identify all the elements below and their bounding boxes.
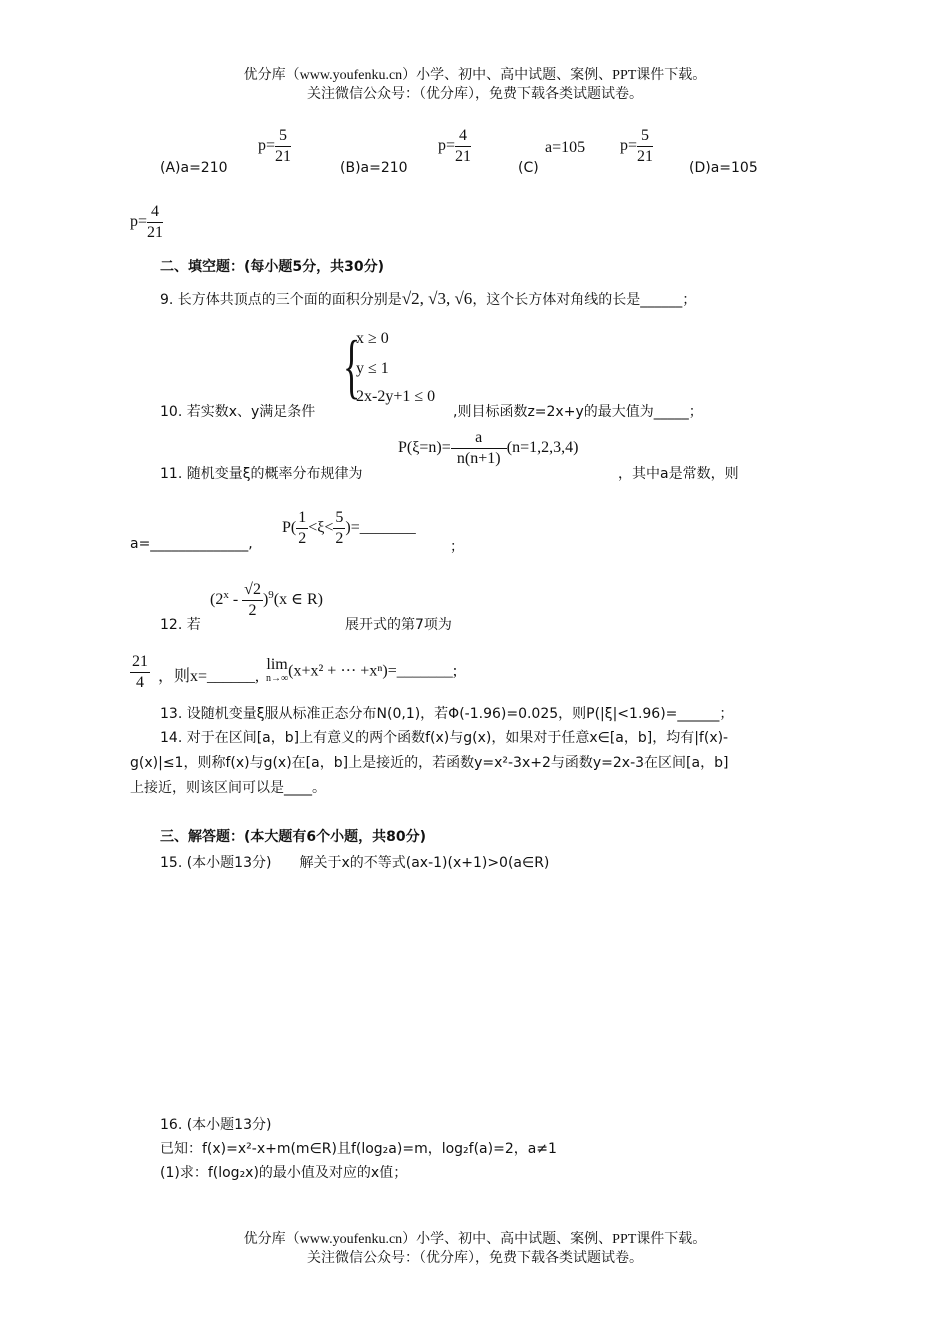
q11-p-mid: <ξ< xyxy=(308,519,334,537)
q10-cond-2: y ≤ 1 xyxy=(356,360,389,377)
q11-formula-rhs: (n=1,2,3,4) xyxy=(506,439,579,457)
option-a-probability xyxy=(258,126,291,167)
section-2-title: 二、填空题：(每小题5分，共30分) xyxy=(160,259,385,275)
question-15: 15. (本小题13分) 解关于x的不等式(ax-1)(x+1)>0(a∈R) xyxy=(160,855,550,871)
header-line-1: 优分库（www.youfenku.cn）小学、初中、高中试题、案例、PPT课件下载。 xyxy=(243,68,707,83)
q12-formula xyxy=(210,580,323,621)
q11-p-lhs: P( xyxy=(282,519,297,537)
q11-p-num1: 1 xyxy=(296,508,308,529)
option-b-p-den: 21 xyxy=(455,148,472,165)
option-a-p-den: 21 xyxy=(275,148,292,165)
option-c-p-lhs: p= xyxy=(620,137,638,155)
q10-text-before: 10. 若实数x、y满足条件 xyxy=(160,404,316,420)
question-16-line-1: 16. (本小题13分) xyxy=(160,1117,272,1133)
q11-prob-expression xyxy=(282,508,416,549)
q11-p-den2: 2 xyxy=(335,530,344,547)
q12-formula-c: (x ∈ R) xyxy=(273,591,323,609)
q12-limit xyxy=(266,658,457,686)
q12-x-blank: ，则x=______, xyxy=(158,668,260,685)
option-c-p-num: 5 xyxy=(637,126,653,147)
q11-formula xyxy=(398,428,578,469)
q12-lim-text: lim xyxy=(266,656,288,673)
q12-formula-minus: - xyxy=(228,591,243,609)
question-14-line-2: g(x)|≤1，则称f(x)与g(x)在[a，b]上是接近的，若函数y=x²-3x+2与函数y=2x-3在区间[a，b] xyxy=(130,755,729,771)
q12-formula-num: √2 xyxy=(242,580,263,601)
option-c-a-value: a=105 xyxy=(545,139,586,156)
footer-line-2: 关注微信公众号：（优分库），免费下载各类试题试卷。 xyxy=(307,1251,643,1266)
q10-brace: { xyxy=(343,326,361,406)
q11-a-blank: a=______________, xyxy=(130,536,253,552)
q11-p-num2: 5 xyxy=(333,508,345,529)
q9-text-before: 9. 长方体共顶点的三个面的面积分别是 xyxy=(160,292,402,308)
q11-text-after: ，其中a是常数，则 xyxy=(618,466,739,482)
question-9 xyxy=(160,289,696,309)
q9-text-after: ，这个长方体对角线的长是______； xyxy=(472,292,697,308)
q11-p-rhs: )=_______ xyxy=(345,519,416,537)
footer-line-1: 优分库（www.youfenku.cn）小学、初中、高中试题、案例、PPT课件下载。 xyxy=(243,1232,707,1247)
option-c-p-den: 21 xyxy=(637,148,654,165)
q12-text-before: 12. 若 xyxy=(160,617,201,633)
option-a-label: (A)a=210 xyxy=(160,160,228,176)
q12-fraction xyxy=(130,652,150,693)
q11-line-end: ； xyxy=(450,539,464,555)
option-a-p-num: 5 xyxy=(275,126,291,147)
q12-line2-num: 21 xyxy=(130,652,150,673)
option-d-p-num: 4 xyxy=(147,202,163,223)
q11-text-before: 11. 随机变量ξ的概率分布规律为 xyxy=(160,466,363,482)
header-line-2: 关注微信公众号：（优分库），免费下载各类试题试卷。 xyxy=(307,87,643,102)
question-16-line-3: (1)求：f(log₂x)的最小值及对应的x值； xyxy=(160,1165,408,1181)
q12-formula-pow: 9 xyxy=(268,588,274,601)
option-b-label: (B)a=210 xyxy=(340,160,408,176)
q12-lim-sub: n→∞ xyxy=(266,673,289,684)
q11-formula-lhs: P(ξ=n)= xyxy=(398,439,451,457)
q12-text-after: 展开式的第7项为 xyxy=(345,617,452,633)
q10-cond-1: x ≥ 0 xyxy=(356,330,389,347)
q10-cond-3: 2x-2y+1 ≤ 0 xyxy=(356,388,436,405)
q12-lim-expr: (x+x² + ··· +xⁿ)=_______; xyxy=(288,662,458,680)
q12-formula-den: 2 xyxy=(248,602,257,619)
q12-formula-b: ) xyxy=(262,591,269,609)
option-a-p-lhs: p= xyxy=(258,137,276,155)
option-b-p-num: 4 xyxy=(455,126,471,147)
q10-text-after: ,则目标函数z=2x+y的最大值为_____； xyxy=(453,404,703,420)
option-c-label: (C) xyxy=(518,160,539,176)
q11-p-den1: 2 xyxy=(298,530,307,547)
q11-formula-num: a xyxy=(451,428,507,449)
q12-formula-a: (2 xyxy=(210,591,224,609)
option-b-probability xyxy=(438,126,471,167)
q12-line2-den: 4 xyxy=(136,674,144,691)
option-d-p-den: 21 xyxy=(147,224,164,241)
option-b-p-lhs: p= xyxy=(438,137,456,155)
section-3-title: 三、解答题：(本大题有6个小题，共80分) xyxy=(160,829,427,845)
option-d-label: (D)a=105 xyxy=(689,160,758,176)
question-16-line-2: 已知：f(x)=x²-x+m(m∈R)且f(log₂a)=m，log₂f(a)=2，a≠1 xyxy=(160,1141,557,1157)
q12-formula-sup: x xyxy=(223,588,229,601)
option-d-probability xyxy=(130,202,163,243)
option-d-p-lhs: p= xyxy=(130,213,148,231)
q9-math: √2, √3, √6 xyxy=(401,289,473,308)
question-13: 13. 设随机变量ξ服从标准正态分布N(0,1)，若Φ(-1.96)=0.025，则P(|ξ|<1.96)=______； xyxy=(160,706,734,722)
question-14-line-1: 14. 对于在区间[a，b]上有意义的两个函数f(x)与g(x)，如果对于任意x∈[a，b]，均有|f(x)- xyxy=(160,730,729,746)
q11-formula-den: n(n+1) xyxy=(456,450,501,467)
option-c-probability xyxy=(620,126,653,167)
question-14-line-3: 上接近，则该区间可以是____。 xyxy=(130,780,326,796)
